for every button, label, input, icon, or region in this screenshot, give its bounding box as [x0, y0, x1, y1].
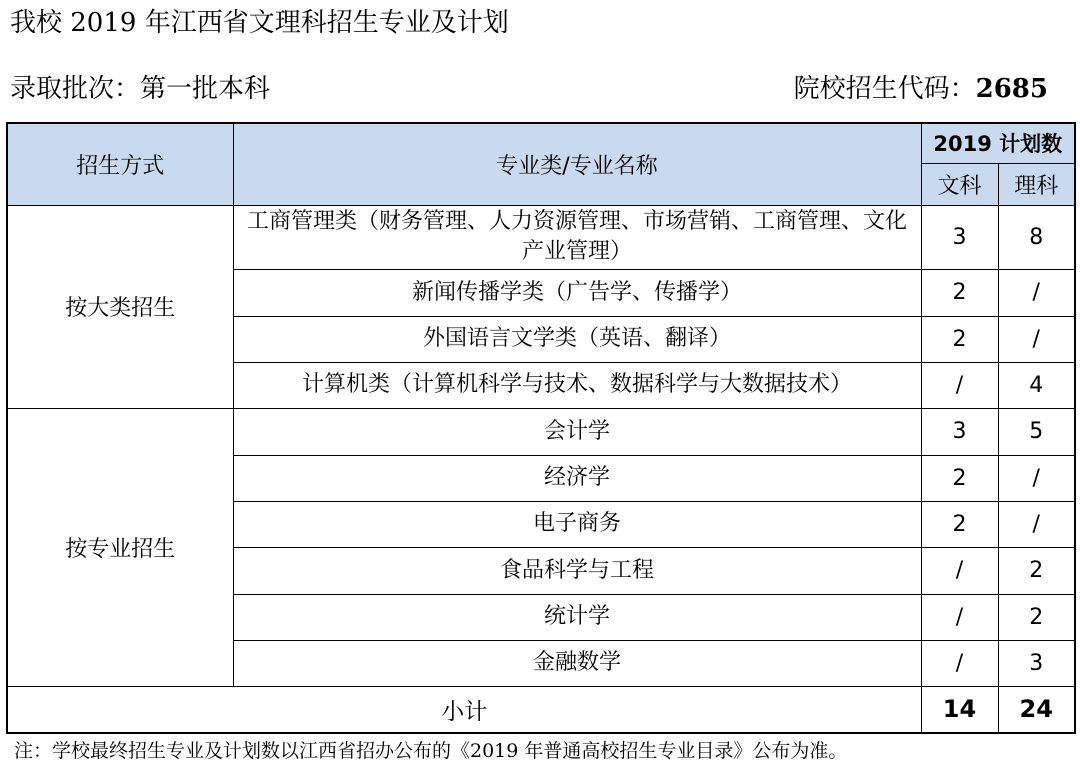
major-cell: 外国语言文学类（英语、翻译）	[233, 316, 921, 362]
subtotal-arts: 14	[921, 686, 998, 733]
science-cell: 8	[998, 205, 1075, 269]
arts-cell: /	[921, 547, 998, 594]
arts-cell: /	[921, 362, 998, 408]
arts-cell: 2	[921, 269, 998, 316]
school-code-value: 2685	[975, 74, 1048, 104]
arts-cell: 3	[921, 408, 998, 455]
document-title: 我校 2019 年江西省文理科招生专业及计划	[10, 8, 509, 38]
subtotal-row	[7, 686, 1075, 733]
enrollment-plan-table	[6, 122, 1076, 734]
major-cell: 电子商务	[233, 501, 921, 547]
major-cell: 金融数学	[233, 640, 921, 686]
method-cell: 按专业招生	[7, 408, 233, 686]
major-cell: 新闻传播学类（广告学、传播学）	[233, 269, 921, 316]
major-cell: 会计学	[233, 408, 921, 455]
arts-cell: /	[921, 640, 998, 686]
science-cell: 2	[998, 547, 1075, 594]
arts-cell: 2	[921, 455, 998, 501]
footnote: 注：学校最终招生专业及计划数以江西省招办公布的《2019 年普通高校招生专业目录》公布为准。	[14, 740, 848, 762]
method-cell: 按大类招生	[7, 205, 233, 408]
arts-cell: 3	[921, 205, 998, 269]
school-code-label: 院校招生代码：	[793, 74, 976, 104]
subtotal-label: 小计	[7, 686, 921, 733]
table-row	[7, 408, 1075, 455]
subtotal-science: 24	[998, 686, 1075, 733]
header-method: 招生方式	[7, 123, 233, 205]
arts-cell: /	[921, 594, 998, 640]
science-cell: /	[998, 269, 1075, 316]
science-cell: /	[998, 501, 1075, 547]
major-cell: 经济学	[233, 455, 921, 501]
science-cell: 2	[998, 594, 1075, 640]
science-cell: /	[998, 316, 1075, 362]
science-cell: 4	[998, 362, 1075, 408]
arts-cell: 2	[921, 316, 998, 362]
major-cell: 计算机类（计算机科学与技术、数据科学与大数据技术）	[233, 362, 921, 408]
table-row	[7, 205, 1075, 269]
major-cell: 工商管理类（财务管理、人力资源管理、市场营销、工商管理、文化产业管理）	[233, 205, 921, 269]
science-cell: 5	[998, 408, 1075, 455]
major-cell: 统计学	[233, 594, 921, 640]
arts-cell: 2	[921, 501, 998, 547]
header-arts: 文科	[921, 163, 998, 205]
admission-batch: 录取批次：第一批本科	[10, 74, 271, 104]
major-cell: 食品科学与工程	[233, 547, 921, 594]
header-science: 理科	[998, 163, 1075, 205]
science-cell: 3	[998, 640, 1075, 686]
science-cell: /	[998, 455, 1075, 501]
header-major: 专业类/专业名称	[233, 123, 921, 205]
header-plan: 2019 计划数	[921, 123, 1075, 163]
school-code	[794, 72, 1048, 106]
